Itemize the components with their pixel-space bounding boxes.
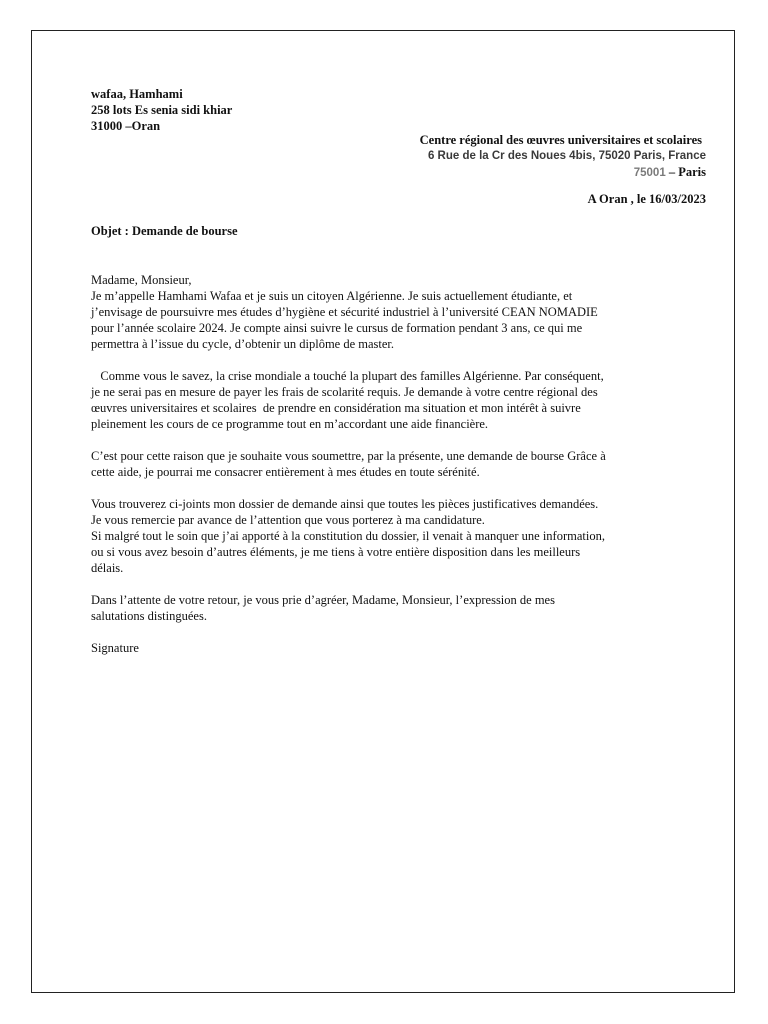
sender-name: wafaa, Hamhami (91, 87, 183, 101)
sender-block (91, 86, 232, 134)
date-line: A Oran , le 16/03/2023 (587, 192, 706, 206)
paragraph-line: délais. (91, 561, 124, 575)
recipient-organization: Centre régional des œuvres universitaires et scolaires (419, 133, 702, 147)
subject-line: Objet : Demande de bourse (91, 224, 238, 238)
paragraph-line: Je vous remercie par avance de l’attention que vous porterez à ma candidature. (91, 513, 485, 527)
salutation: Madame, Monsieur, (91, 273, 192, 287)
paragraph-line: je ne serai pas en mesure de payer les frais de scolarité requis. Je demande à votre centre régional des (91, 385, 598, 399)
sender-city: 31000 –Oran (91, 119, 161, 133)
paragraph-line: pour l’année scolaire 2024. Je compte ainsi suivre le cursus de formation pendant 3 ans, ce qui me (91, 321, 583, 335)
letter-body (91, 272, 681, 656)
recipient-postcode: 75001 (633, 167, 666, 179)
paragraph-line: Je m’appelle Hamhami Wafaa et je suis un citoyen Algérienne. Je suis actuellement étudiante, et (91, 289, 573, 303)
paragraph-3 (91, 448, 681, 480)
recipient-city-line (420, 164, 706, 181)
paragraph-line: cette aide, je pourrai me consacrer entièrement à mes études en toute sérénité. (91, 465, 480, 479)
recipient-city: – Paris (665, 165, 706, 179)
recipient-address: 6 Rue de la Cr des Noues 4bis, 75020 Paris, France (427, 150, 706, 162)
paragraph-line: pleinement les cours de ce programme tout en m’accordant une aide financière. (91, 417, 489, 431)
paragraph-line: Comme vous le savez, la crise mondiale a touché la plupart des familles Algérienne. Par conséquent, (91, 369, 604, 383)
paragraph-line: œuvres universitaires et scolaires de prendre en considération ma situation et mon intérêt à suivre (91, 401, 581, 415)
paragraph-line: j’envisage de poursuivre mes études d’hygiène et sécurité industriel à l’université CEAN NOMADIE (91, 305, 598, 319)
sender-street: 258 lots Es senia sidi khiar (91, 103, 233, 117)
paragraph-line: C’est pour cette raison que je souhaite vous soumettre, par la présente, une demande de bourse Grâce à (91, 449, 606, 463)
paragraph-4 (91, 496, 681, 576)
recipient-block (420, 132, 706, 181)
paragraph-line: Dans l’attente de votre retour, je vous prie d’agréer, Madame, Monsieur, l’expression de mes (91, 593, 555, 607)
paragraph-line: permettra à l’issue du cycle, d’obtenir un diplôme de master. (91, 337, 395, 351)
letter-page (31, 30, 735, 993)
paragraph-2 (91, 368, 681, 432)
signature: Signature (91, 641, 139, 655)
paragraph-line: Si malgré tout le soin que j’ai apporté à la constitution du dossier, il venait à manquer une information, (91, 529, 605, 543)
paragraph-line: Vous trouverez ci-joints mon dossier de demande ainsi que toutes les pièces justificatives demandées. (91, 497, 599, 511)
paragraph-line: salutations distinguées. (91, 609, 207, 623)
paragraph-5 (91, 592, 681, 624)
paragraph-1 (91, 288, 681, 352)
paragraph-line: ou si vous avez besoin d’autres éléments, je me tiens à votre entière disposition dans les meilleurs (91, 545, 581, 559)
